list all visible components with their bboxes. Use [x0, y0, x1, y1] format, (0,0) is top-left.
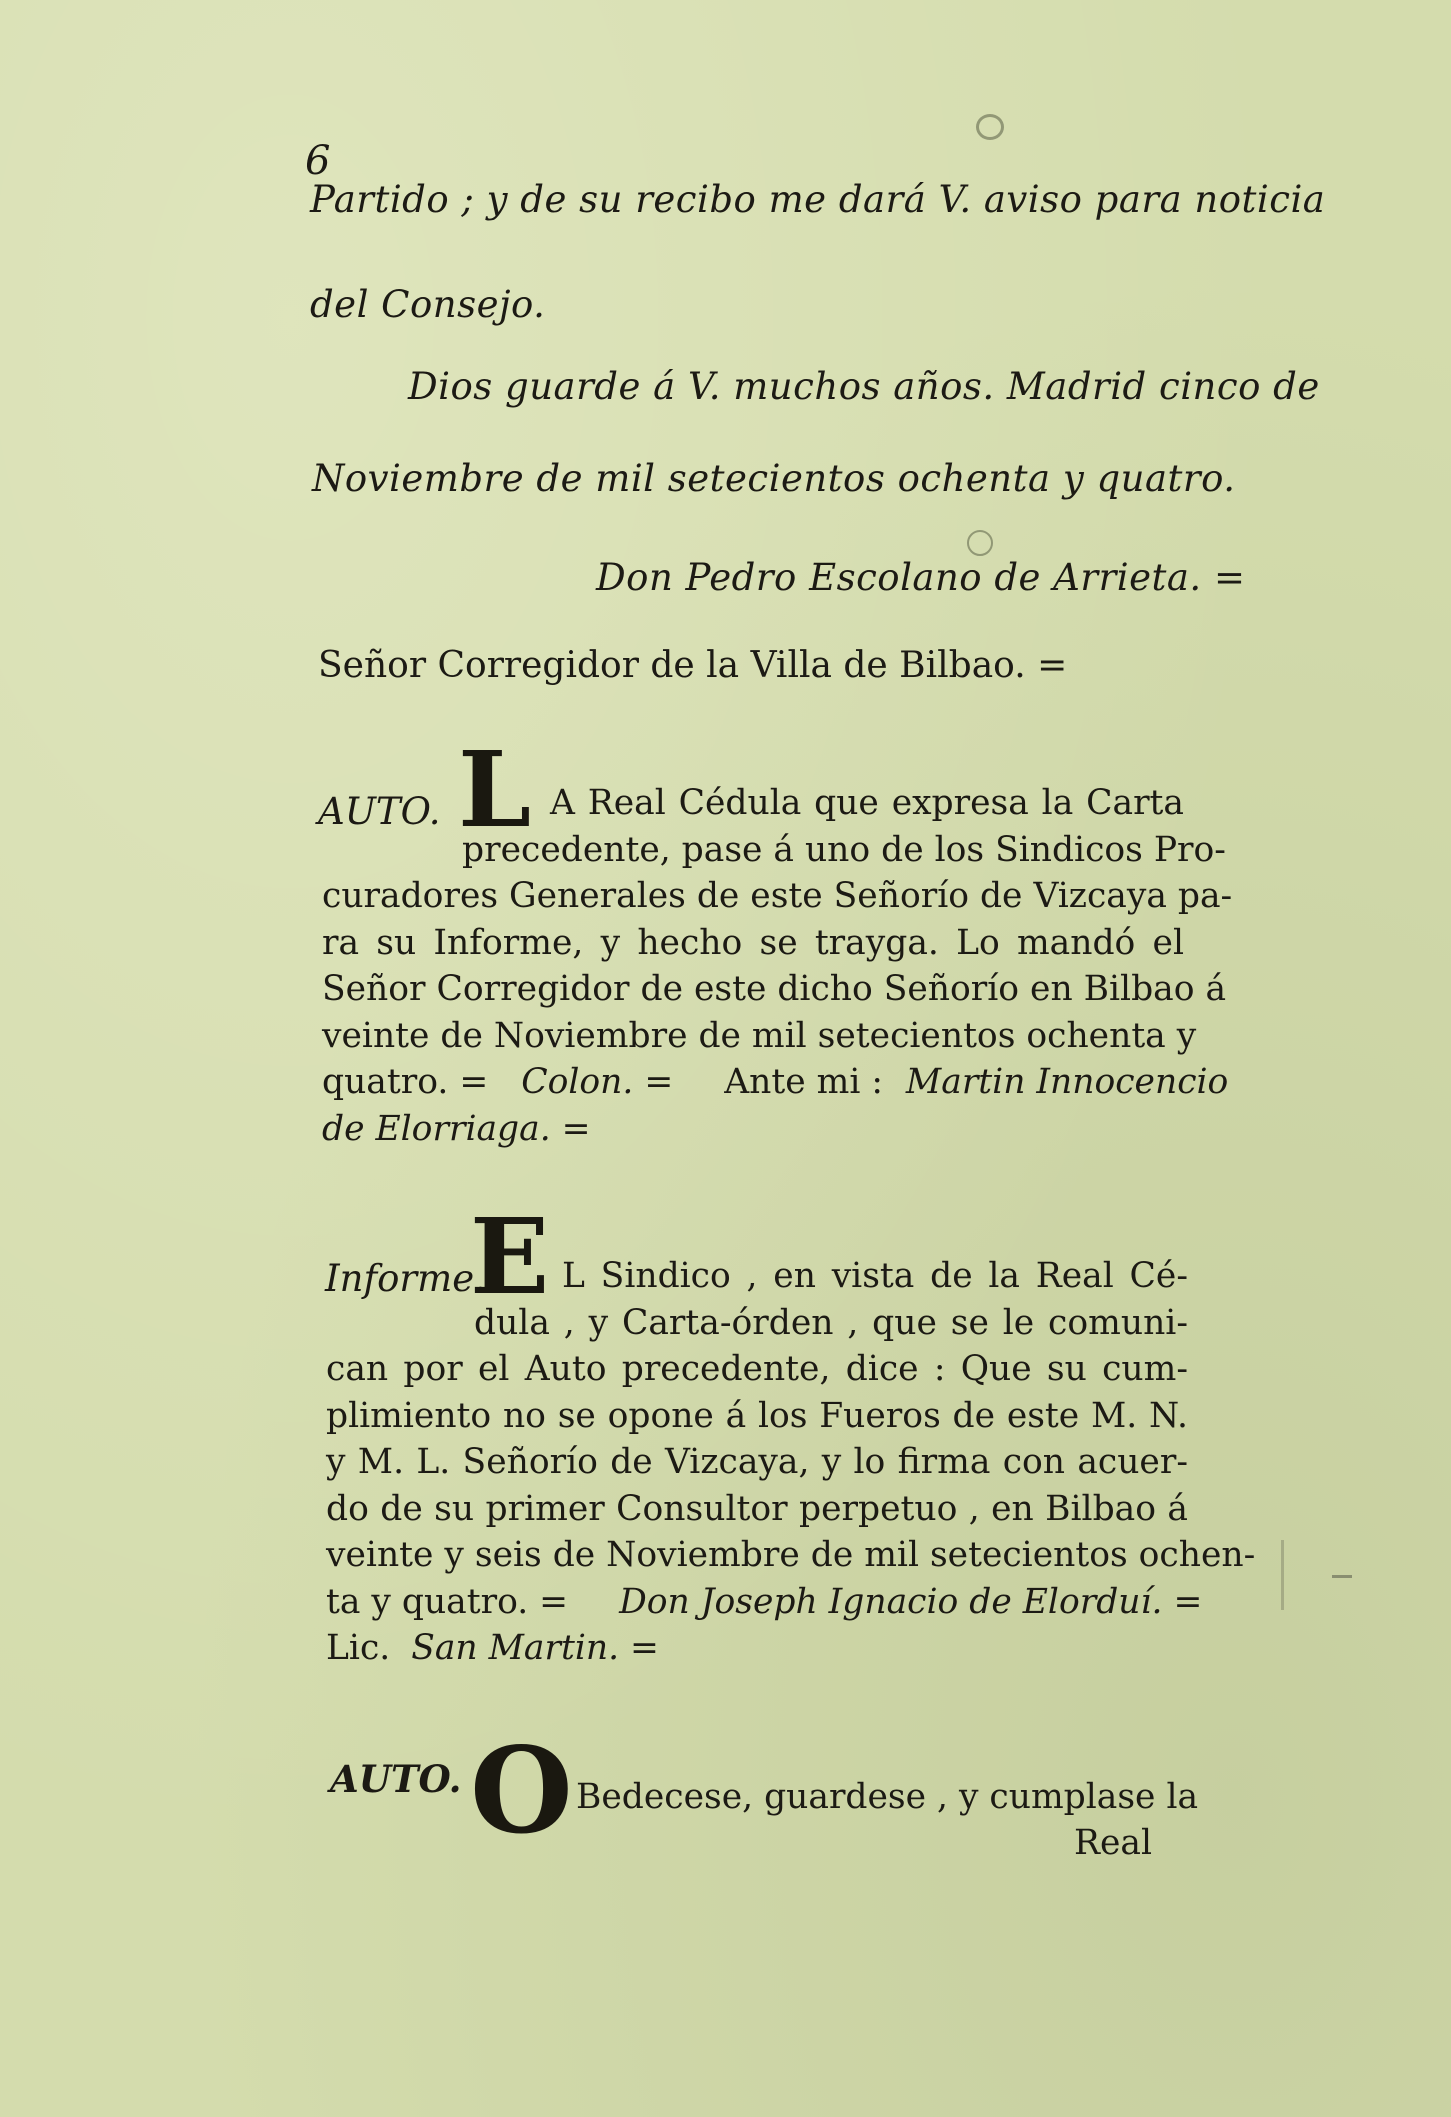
informe-signer: Don Joseph Ignacio de Elorduí. = — [619, 1581, 1203, 1622]
auto2-label: AUTO. — [330, 1757, 462, 1801]
letter-line-2: del Consejo. — [310, 283, 546, 326]
letter-line-1: Partido ; y de su recibo me dará V. aviso para noticia — [310, 178, 1326, 221]
informe-line: dula , y Carta-órden , que se le comuni- — [474, 1302, 1188, 1343]
informe-line-8 — [326, 1579, 1203, 1626]
auto-label: AUTO. — [318, 790, 441, 833]
letter-line-4: Noviembre de mil setecientos ochenta y quatro. — [312, 457, 1236, 500]
auto-line-8: de Elorriaga. = — [322, 1108, 591, 1149]
auto-line: precedente, pase á uno de los Sindicos Pro- — [462, 829, 1226, 870]
paper-stain — [967, 530, 993, 556]
informe-line-9 — [326, 1625, 1188, 1672]
informe-line: L Sindico , en vista de la Real Cé- — [562, 1256, 1188, 1296]
auto-paragraph — [322, 780, 1233, 1152]
paper-stain — [976, 114, 1004, 140]
addressee: Señor Corregidor de la Villa de Bilbao. = — [318, 645, 1068, 686]
informe-consultor: San Martin. = — [411, 1628, 659, 1668]
drop-cap-o: O — [470, 1721, 573, 1860]
auto-line: Señor Corregidor de este dicho Señorío en Bilbao á — [322, 969, 1227, 1009]
informe-line: can por el Auto precedente, dice : Que su cum- — [326, 1349, 1188, 1389]
informe-line-9-a: Lic. — [326, 1628, 391, 1668]
auto-line: curadores Generales de este Señorío de Vizcaya pa- — [322, 876, 1233, 916]
auto-line-7 — [322, 1059, 1229, 1106]
informe-line: do de su primer Consultor perpetuo , en Bilbao á — [326, 1488, 1188, 1529]
auto-line: ra su Informe, y hecho se trayga. Lo mandó el — [322, 922, 1184, 963]
auto-line-7-a: quatro. = — [322, 1062, 489, 1102]
informe-paragraph — [326, 1253, 1256, 1672]
drop-cap-e: E — [470, 1195, 550, 1318]
page-number: 6 — [305, 138, 331, 184]
auto-signer-colon: Colon. = — [521, 1062, 674, 1102]
paper-mark — [1332, 1575, 1352, 1578]
letter-line-3: Dios guarde á V. muchos años. Madrid cinco de — [408, 365, 1320, 408]
drop-cap-l: L — [458, 728, 532, 851]
auto-line: A Real Cédula que expresa la Carta — [550, 783, 1184, 823]
informe-line-8-a: ta y quatro. = — [326, 1581, 569, 1622]
auto2-line-1: Bedecese, guardese , y cumplase la — [576, 1777, 1199, 1817]
informe-line: y M. L. Señorío de Vizcaya, y lo firma con acuer- — [326, 1442, 1188, 1482]
auto-line: veinte de Noviembre de mil setecientos ochenta y — [322, 1015, 1197, 1056]
paper-mark — [1281, 1540, 1284, 1610]
informe-line: plimiento no se opone á los Fueros de este M. N. — [326, 1395, 1188, 1436]
letter-signature: Don Pedro Escolano de Arrieta. = — [596, 556, 1246, 599]
informe-label: Informe. — [325, 1257, 486, 1300]
auto2-line-2: Real — [1074, 1823, 1152, 1863]
informe-line: veinte y seis de Noviembre de mil setecientos ochen- — [326, 1535, 1256, 1575]
auto-notary-name: Martin Innocencio — [905, 1062, 1229, 1102]
auto-line-7-c: Ante mi : — [724, 1062, 883, 1102]
